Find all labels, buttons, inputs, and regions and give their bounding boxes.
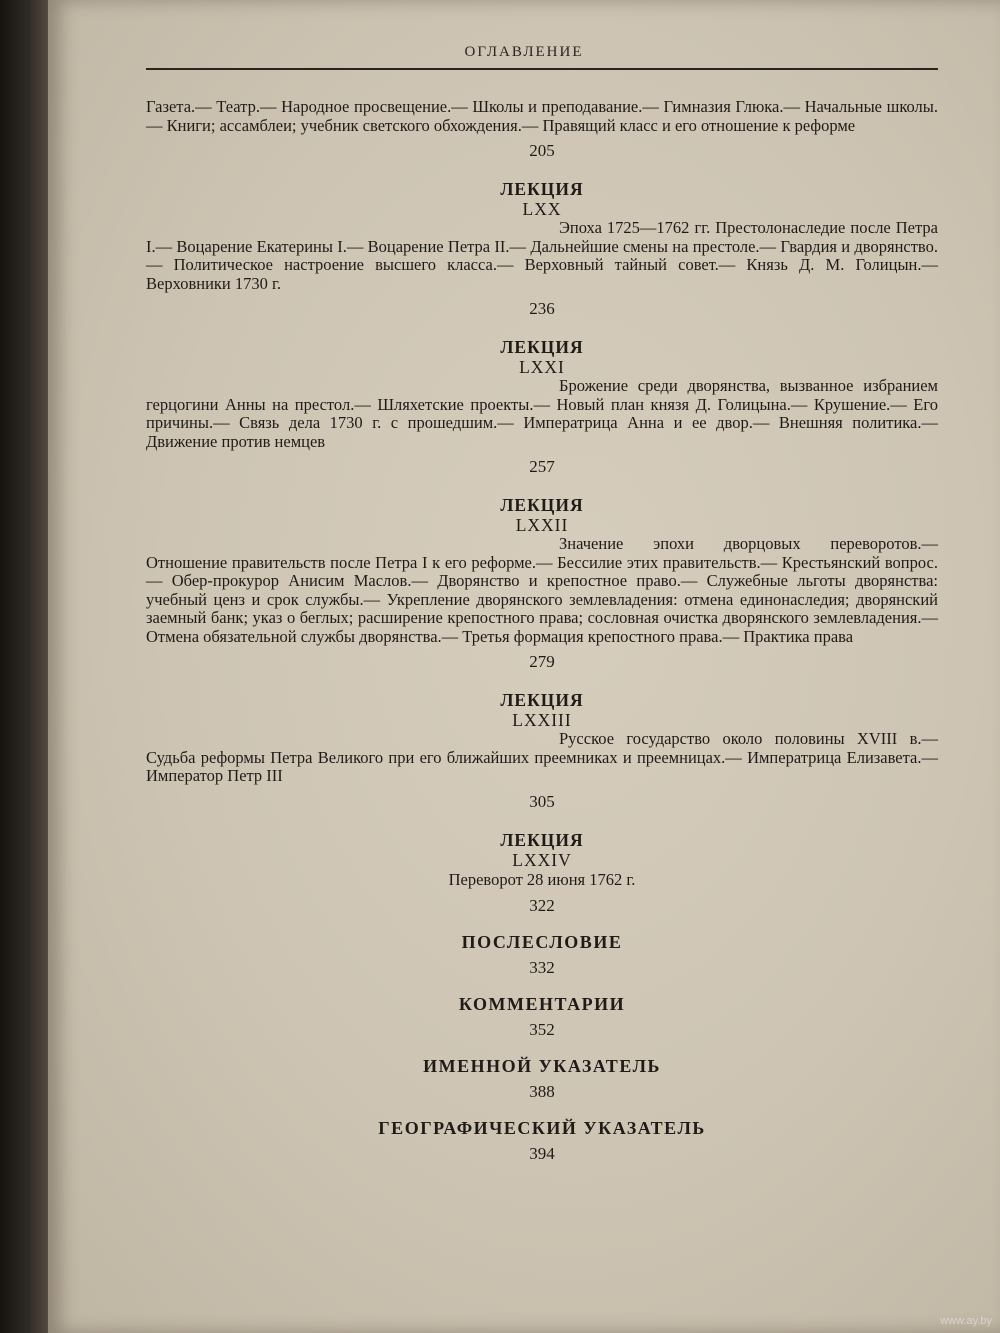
section-entry xyxy=(146,1056,938,1102)
lecture-summary: Брожение среди дворянства, вызванное избранием герцогини Анны на престол.— Шляхетские проекты.— Новый план князя Д. Голицына.— Крушение.— Его причины.— Связь дела 1730 г. с прошедшим.— Императрица Анна и ее двор.— Внешняя политика.— Движение против немцев xyxy=(146,376,938,451)
lecture-heading: ЛЕКЦИЯ xyxy=(500,690,584,710)
section-page-number: 388 xyxy=(529,1081,555,1101)
section-page-number: 352 xyxy=(529,1019,555,1039)
lecture-number: LXXIV xyxy=(512,849,572,870)
lecture-page-number: 322 xyxy=(529,895,555,915)
header-rule xyxy=(146,68,938,70)
section-title: ПОСЛЕСЛОВИЕ xyxy=(461,931,623,952)
section-entry xyxy=(146,932,938,978)
lecture-entry xyxy=(146,495,938,672)
lecture-page-number: 305 xyxy=(529,791,555,811)
section-title: ИМЕННОЙ УКАЗАТЕЛЬ xyxy=(423,1055,661,1076)
section-page-number: 332 xyxy=(529,957,555,977)
lecture-number: LXXII xyxy=(515,515,569,535)
intro-page-number: 205 xyxy=(529,141,555,160)
lecture-page-number: 279 xyxy=(529,652,555,671)
section-title: ГЕОГРАФИЧЕСКИЙ УКАЗАТЕЛЬ xyxy=(378,1117,706,1138)
intro-entry xyxy=(146,98,938,161)
lecture-entry xyxy=(146,830,938,916)
section-page-number: 394 xyxy=(529,1143,555,1163)
lecture-summary: Переворот 28 июня 1762 г. xyxy=(448,869,636,889)
lecture-heading: ЛЕКЦИЯ xyxy=(500,337,584,357)
lecture-heading: ЛЕКЦИЯ xyxy=(500,179,584,199)
watermark-text: www.ay.by xyxy=(940,1315,992,1327)
lecture-heading: ЛЕКЦИЯ xyxy=(500,829,584,850)
lecture-number: LXXI xyxy=(519,357,565,377)
lecture-heading: ЛЕКЦИЯ xyxy=(500,495,584,515)
section-title: КОММЕНТАРИИ xyxy=(458,993,626,1014)
running-header: ОГЛАВЛЕНИЕ xyxy=(464,44,584,60)
section-entry xyxy=(146,1118,938,1164)
book-page xyxy=(48,0,1000,1333)
lecture-entry xyxy=(146,179,938,319)
lecture-summary: Эпоха 1725—1762 гг. Престолонаследие после Петра I.— Воцарение Екатерины I.— Воцарение Петра II.— Дальнейшие смены на престоле.— Гвардия и дворянство.— Политическое настроение высшего класса.— Верховный тайный совет.— Князь Д. М. Голицын.— Верховники 1730 г. xyxy=(146,218,938,293)
lecture-page-number: 257 xyxy=(529,457,555,476)
lecture-page-number: 236 xyxy=(529,299,555,318)
intro-text: Газета.— Театр.— Народное просвещение.— Школы и преподавание.— Гимназия Глюка.— Начальные школы.— Книги; ассамблеи; учебник светского обхождения.— Правящий класс и его отношение к реформе xyxy=(146,97,938,135)
toc-content xyxy=(146,98,938,1164)
lecture-summary: Значение эпохи дворцовых переворотов.— Отношение правительств после Петра I к его реформе.— Бессилие этих правительств.— Крестьянский вопрос.— Обер-прокурор Анисим Маслов.— Дворянство и крепостное право.— Служебные льготы дворянства: учебный ценз и срок службы.— Укрепление дворянского землевладения: отмена единонаследия; дворянский заемный банк; указ о беглых; расширение крепостного права; сословная очистка дворянского землевладения.— Отмена обязательной службы дворянства.— Третья формация крепостного права.— Практика права xyxy=(146,534,938,646)
lecture-entry xyxy=(146,337,938,477)
section-entry xyxy=(146,994,938,1040)
lecture-entry xyxy=(146,690,938,812)
lecture-number: LXXIII xyxy=(512,710,572,730)
lecture-summary: Русское государство около половины XVIII в.— Судьба реформы Петра Великого при его ближайших преемниках и преемницах.— Императрица Елизавета.— Император Петр III xyxy=(146,729,938,785)
lecture-number: LXX xyxy=(522,199,562,219)
